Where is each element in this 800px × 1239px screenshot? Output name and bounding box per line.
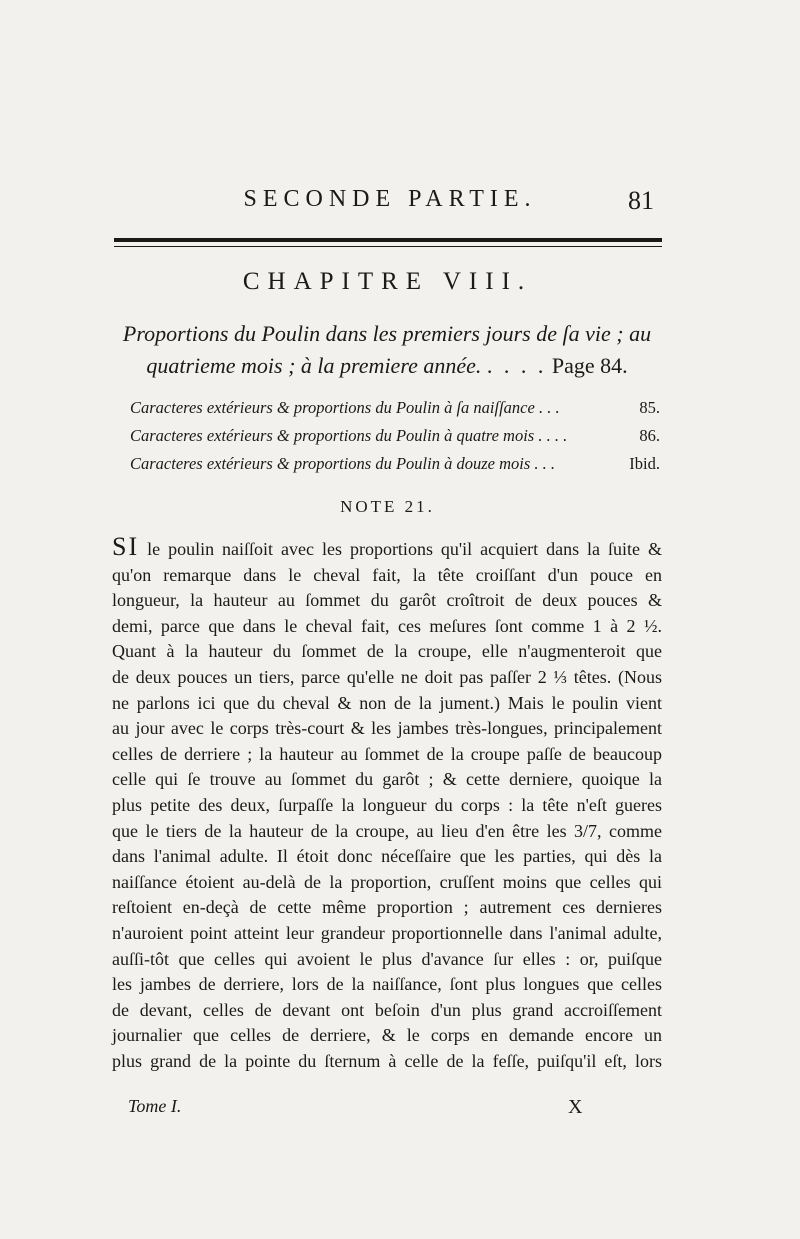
toc-entry <box>130 422 660 450</box>
body-line: auſſi-tôt que celles qui avoient le plus d'avance ſur elles : or, puiſque <box>112 948 662 969</box>
toc-entry-text: Caracteres extérieurs & proportions du Poulin à ſa naiſſance . . . <box>130 398 560 417</box>
signature-mark: X <box>568 1096 583 1118</box>
body-line: celles de derriere ; la hauteur au ſommet de la croupe paſſe de beaucoup <box>112 743 662 764</box>
body-line: qu'on remarque dans le cheval fait, la tête croiſſant d'un pouce en <box>112 564 662 585</box>
chapter-title: CHAPITRE VIII. <box>242 268 533 295</box>
body-line <box>112 534 662 563</box>
toc-entry-text: Caracteres extérieurs & proportions du Poulin à douze mois . . . <box>130 454 556 473</box>
chapter-summary-line-1: Proportions du Poulin dans les premiers jours de ſa vie ; au <box>122 321 652 346</box>
chapter-summary-line-2 <box>113 350 661 382</box>
table-of-contents <box>130 394 660 478</box>
body-line: de deux pouces un tiers, parce qu'elle ne doit pas paſſer 2 ⅓ têtes. (Nous <box>112 666 662 687</box>
body-line: que le tiers de la hauteur de la croupe, au lieu d'en être les 3/7, comme <box>112 820 662 841</box>
toc-entry-page: Ibid. <box>629 454 660 473</box>
body-line: au jour avec le corps très-court & les jambes très-longues, principalement <box>112 718 662 739</box>
header-rule-thick <box>114 238 662 242</box>
body-line: celle qui ſe trouve au ſommet du garôt ; & cette derniere, quoique la <box>112 769 662 790</box>
body-line: plus petite des deux, ſurpaſſe la longueur du corps : la tête n'eſt gueres <box>112 794 662 815</box>
running-title: SECONDE PARTIE. <box>243 186 537 212</box>
toc-entry-text: Caracteres extérieurs & proportions du Poulin à quatre mois . . . . <box>130 426 568 445</box>
page-number: 81 <box>628 186 654 215</box>
body-line: naiſſance étoient au-delà de la proportion, cruſſent moins que celles qui <box>112 871 662 892</box>
volume-label: Tome I. <box>128 1096 182 1116</box>
body-line: demi, parce que dans le cheval fait, ces meſures ſont comme 1 à 2 ½. <box>112 615 662 636</box>
note-body <box>112 534 662 1074</box>
note-title: NOTE 21. <box>340 497 435 516</box>
body-line: plus grand de la pointe du ſternum à celle de la feſſe, puiſqu'il eſt, lors <box>112 1050 662 1071</box>
chapter-summary-line-2-text: quatrieme mois ; à la premiere année. <box>146 353 482 378</box>
chapter-summary-page-ref: Page 84. <box>551 353 628 378</box>
header-rule-thin <box>114 246 662 247</box>
toc-entry <box>130 450 660 478</box>
body-line: journalier que celles de derriere, & le corps en demande encore un <box>112 1025 662 1046</box>
body-line: ne parlons ici que du cheval & non de la jument.) Mais le poulin vient <box>112 692 662 713</box>
chapter-summary-leader: . . . . <box>486 353 547 378</box>
toc-entry-page: 86. <box>639 426 660 445</box>
body-line: Quant à la hauteur du ſommet de la croupe, elle n'augmenteroit que <box>112 641 662 662</box>
body-line: les jambes de derriere, lors de la naiſſance, ſont plus longues que celles <box>112 974 662 995</box>
body-line: longueur, la hauteur au ſommet du garôt croîtroit de deux pouces & <box>112 590 662 611</box>
chapter-summary <box>113 318 661 382</box>
body-line-text: le poulin naiſſoit avec les proportions qu'il acquiert dans la ſuite & <box>147 539 662 559</box>
body-line: dans l'animal adulte. Il étoit donc néceſſaire que les parties, qui dès la <box>112 846 662 867</box>
toc-entry-page: 85. <box>639 398 660 417</box>
body-line: n'auroient point atteint leur grandeur proportionnelle dans l'animal adulte, <box>112 922 662 943</box>
body-line: de devant, celles de devant ont beſoin d'un plus grand accroiſſement <box>112 999 662 1020</box>
drop-cap: SI <box>112 532 140 561</box>
toc-entry <box>130 394 660 422</box>
body-line: reſtoient en-deçà de cette même proportion ; autrement ces dernieres <box>112 897 662 918</box>
